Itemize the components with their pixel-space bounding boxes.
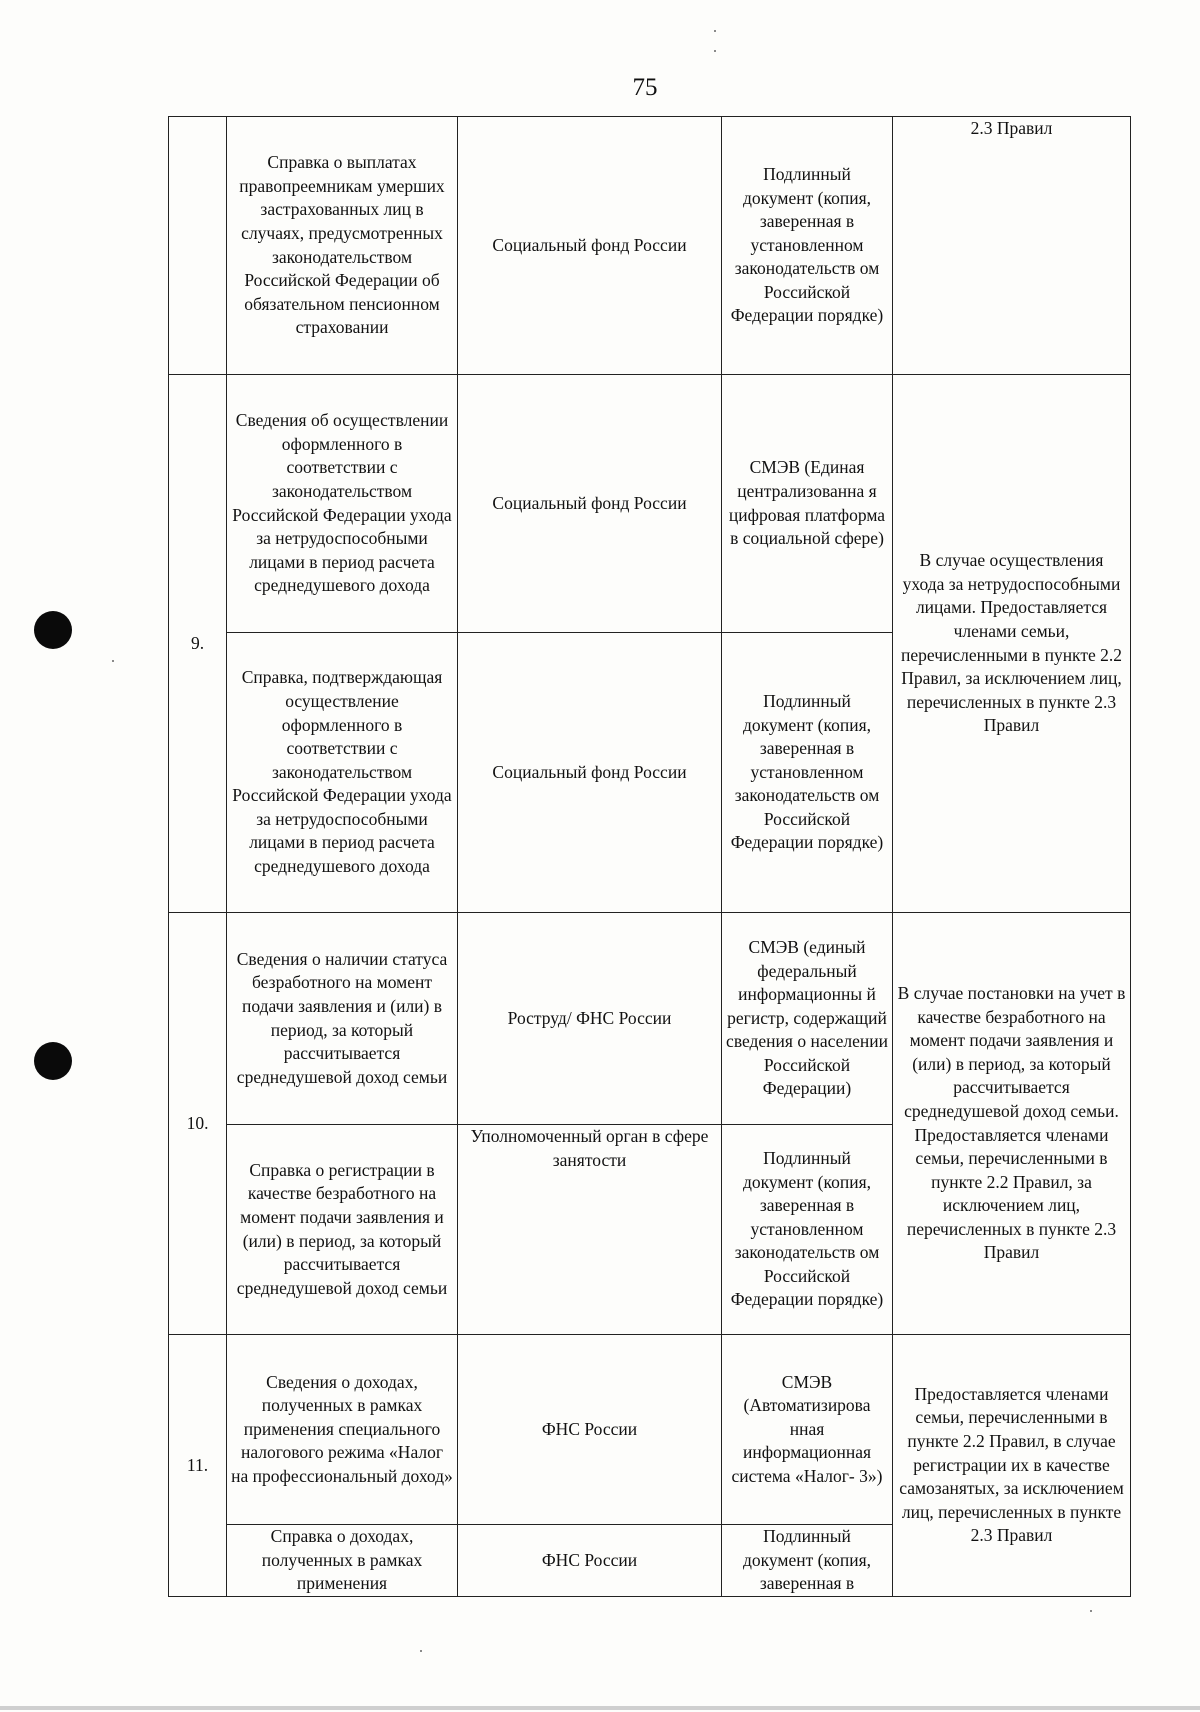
document-name: Сведения об осуществлении оформленного в соответствии с законодательством Российской Федерации ухода за нетрудоспособными лицами в период расчета среднедушевого дохода <box>227 375 458 633</box>
submission-form: Подлинный документ (копия, заверенная в установленном законодательств ом Российской Федерации порядке) <box>722 117 893 375</box>
document-name: Справка о выплатах правопреемникам умерших застрахованных лиц в случаях, предусмотренных законодательством Российской Федерации об обязательном пенсионном страховании <box>227 117 458 375</box>
scan-speck <box>714 30 716 32</box>
scan-speck <box>1090 1610 1092 1612</box>
row-number: 11. <box>169 1335 227 1597</box>
issuing-body: Уполномоченный орган в сфере занятости <box>458 1125 722 1335</box>
table-row <box>169 117 1131 375</box>
scan-edge <box>0 1706 1200 1710</box>
row-number: 10. <box>169 913 227 1335</box>
issuing-body: ФНС России <box>458 1525 722 1597</box>
table-row <box>169 1335 1131 1525</box>
document-name: Сведения о доходах, полученных в рамках применения специального налогового режима «Налог на профессиональный доход» <box>227 1335 458 1525</box>
documents-table <box>168 116 1131 1597</box>
issuing-body: Социальный фонд России <box>458 633 722 913</box>
table-row <box>169 913 1131 1125</box>
issuing-body: ФНС России <box>458 1335 722 1525</box>
issuing-body: Социальный фонд России <box>458 375 722 633</box>
submission-form: Подлинный документ (копия, заверенная в <box>722 1525 893 1597</box>
condition-note: В случае постановки на учет в качестве безработного на момент подачи заявления и (или) в период, за который рассчитывается среднедушевой доход семьи. Предоставляется членами семьи, перечисленными в пункте 2.2 Правил, за исключением лиц, перечисленных в пункте 2.3 Правил <box>893 913 1131 1335</box>
document-name: Справка о доходах, полученных в рамках применения <box>227 1525 458 1597</box>
punch-hole <box>34 1042 72 1080</box>
table-row <box>169 375 1131 633</box>
scan-speck <box>714 50 716 52</box>
condition-note: 2.3 Правил <box>893 117 1131 375</box>
submission-form: СМЭВ (Автоматизирова нная информационная система «Налог- 3») <box>722 1335 893 1525</box>
submission-form: Подлинный документ (копия, заверенная в установленном законодательств ом Российской Федерации порядке) <box>722 633 893 913</box>
punch-hole <box>34 611 72 649</box>
row-number <box>169 117 227 375</box>
condition-note: Предоставляется членами семьи, перечисленными в пункте 2.2 Правил, в случае регистрации их в качестве самозанятых, за исключением лиц, перечисленных в пункте 2.3 Правил <box>893 1335 1131 1597</box>
scan-speck <box>420 1650 422 1652</box>
issuing-body: Социальный фонд России <box>458 117 722 375</box>
page-number: 75 <box>632 74 658 101</box>
issuing-body: Роструд/ ФНС России <box>458 913 722 1125</box>
scan-speck <box>112 660 114 662</box>
row-number: 9. <box>169 375 227 913</box>
submission-form: СМЭВ (единый федеральный информационны й регистр, содержащий сведения о населении Российской Федерации) <box>722 913 893 1125</box>
submission-form: СМЭВ (Единая централизованна я цифровая платформа в социальной сфере) <box>722 375 893 633</box>
document-name: Справка о регистрации в качестве безработного на момент подачи заявления и (или) в период, за который рассчитывается среднедушевой доход семьи <box>227 1125 458 1335</box>
submission-form: Подлинный документ (копия, заверенная в установленном законодательств ом Российской Федерации порядке) <box>722 1125 893 1335</box>
condition-note: В случае осуществления ухода за нетрудоспособными лицами. Предоставляется членами семьи, перечисленными в пункте 2.2 Правил, за исключением лиц, перечисленных в пункте 2.3 Правил <box>893 375 1131 913</box>
document-name: Сведения о наличии статуса безработного на момент подачи заявления и (или) в период, за который рассчитывается среднедушевой доход семьи <box>227 913 458 1125</box>
document-name: Справка, подтверждающая осуществление оформленного в соответствии с законодательством Российской Федерации ухода за нетрудоспособными лицами в период расчета среднедушевого дохода <box>227 633 458 913</box>
